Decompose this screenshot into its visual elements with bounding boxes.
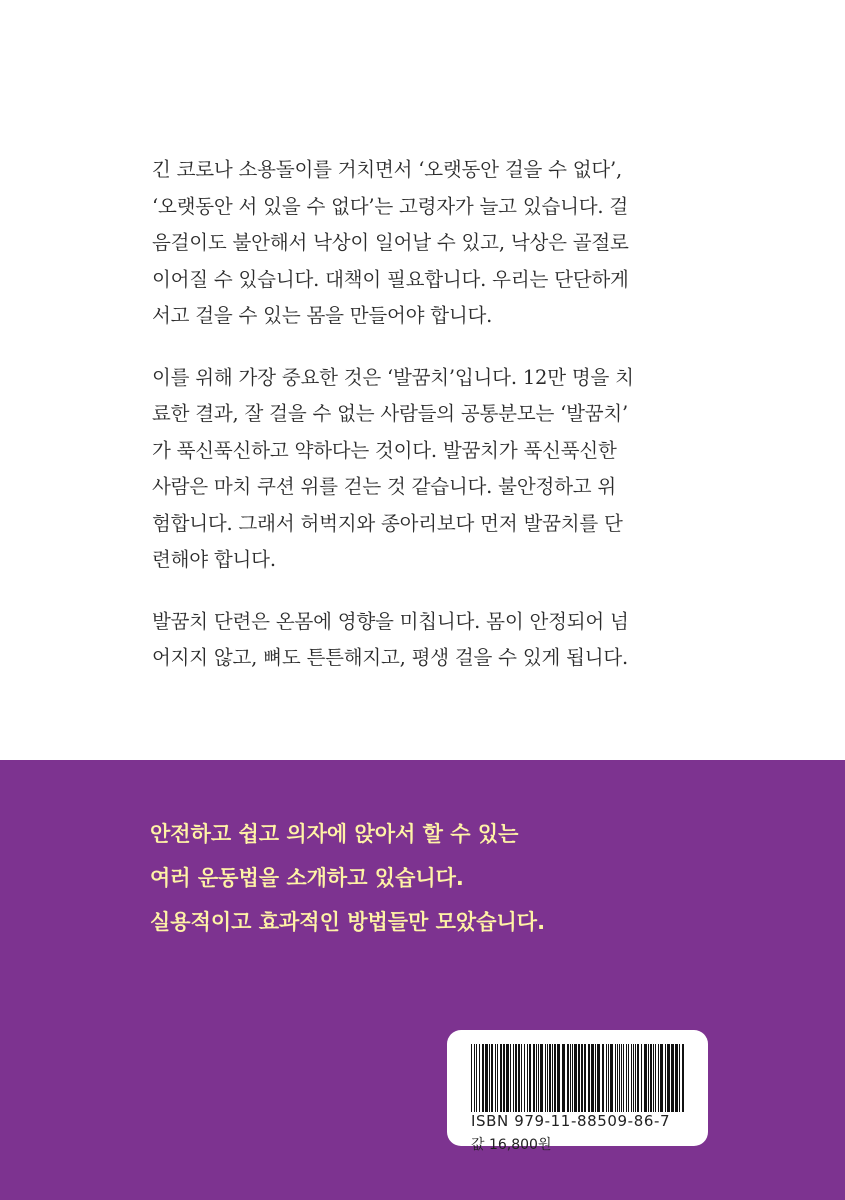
barcode-bar: [591, 1044, 594, 1112]
barcode-bar: [549, 1044, 551, 1112]
barcode-bar: [521, 1044, 522, 1112]
barcode-bar: [633, 1044, 634, 1112]
barcode-bar: [557, 1044, 560, 1112]
barcode-bar: [574, 1044, 577, 1112]
barcode-bar: [671, 1044, 674, 1112]
barcode-bar: [476, 1044, 477, 1112]
barcode-bar: [623, 1044, 624, 1112]
highlight-line: 안전하고 쉽고 의자에 앉아서 할 수 있는: [150, 822, 519, 846]
barcode-bar: [665, 1044, 666, 1112]
text-line: 발꿈치 단련은 온몸에 영향을 미칩니다. 몸이 안정되어 넘: [152, 609, 629, 633]
barcode-bar: [658, 1044, 659, 1112]
barcode-bar: [648, 1044, 649, 1112]
text-line: 가 푹신푹신하고 약하다는 것이다. 발꿈치가 푹신푹신한: [152, 438, 617, 462]
barcode-bar: [584, 1044, 586, 1112]
barcode-bar: [567, 1044, 569, 1112]
barcode-bar: [621, 1044, 622, 1112]
barcode-bar: [506, 1044, 509, 1112]
highlight-line: 실용적이고 효과적인 방법들만 모았습니다.: [150, 910, 546, 934]
paragraph-2: [152, 360, 697, 579]
text-line: 련해야 합니다.: [152, 548, 276, 571]
barcode-bar: [641, 1044, 642, 1112]
barcode-bar: [628, 1044, 629, 1112]
barcode-bar: [513, 1044, 514, 1112]
highlight-line: 여러 운동법을 소개하고 있습니다.: [150, 866, 464, 890]
barcode-bar: [610, 1044, 613, 1112]
text-line: 음걸이도 불안해서 낙상이 일어날 수 있고, 낙상은 골절로: [152, 231, 629, 254]
barcode-bar: [635, 1044, 636, 1112]
barcode-bar: [602, 1044, 604, 1112]
back-cover-body-text: [152, 152, 697, 702]
isbn-number: ISBN 979-11-88509-86-7: [471, 1112, 671, 1130]
barcode-bar: [485, 1044, 488, 1112]
barcode-bar: [595, 1044, 596, 1112]
barcode-bar: [597, 1044, 600, 1112]
price-label: 값 16,800원: [471, 1137, 552, 1153]
barcode-bar: [572, 1044, 573, 1112]
barcode-bar: [538, 1044, 539, 1112]
barcode-bar: [489, 1044, 490, 1112]
text-line: 이어질 수 있습니다. 대책이 필요합니다. 우리는 단단하게: [152, 267, 629, 291]
barcode-bar: [606, 1044, 607, 1112]
barcode-bar: [497, 1044, 498, 1112]
barcode-bar: [626, 1044, 627, 1112]
barcode-bar: [474, 1044, 475, 1112]
text-line: ‘오랫동안 서 있을 수 없다’는 고령자가 늘고 있습니다. 걸: [152, 194, 628, 218]
paragraph-1: [152, 152, 697, 335]
barcode-bar: [552, 1044, 553, 1112]
barcode-bar: [682, 1044, 684, 1112]
barcode-bar: [653, 1044, 654, 1112]
barcode-bar: [631, 1044, 632, 1112]
barcode-bar: [679, 1044, 680, 1112]
barcode-bar: [533, 1044, 535, 1112]
barcode-bar: [491, 1044, 493, 1112]
barcode-bar: [515, 1044, 517, 1112]
barcode-bar: [471, 1044, 472, 1112]
barcode-bar: [581, 1044, 583, 1112]
text-line: 긴 코로나 소용돌이를 거치면서 ‘오랫동안 걸을 수 없다’,: [152, 158, 622, 181]
barcode-bar: [545, 1044, 546, 1112]
barcode-bar: [637, 1044, 639, 1112]
barcode-bar: [479, 1044, 480, 1112]
barcode-bar: [675, 1044, 678, 1112]
barcode-bar: [547, 1044, 548, 1112]
text-line: 어지지 않고, 뼈도 튼튼해지고, 평생 걸을 수 있게 됩니다.: [152, 646, 628, 669]
barcode-bar: [495, 1044, 496, 1112]
isbn-barcode-box: [447, 1030, 708, 1153]
barcode-bar: [608, 1044, 609, 1112]
barcode-bar: [482, 1044, 484, 1112]
barcode-bar: [540, 1044, 543, 1112]
barcode-bar: [527, 1044, 528, 1112]
barcode-graphic: [471, 1044, 684, 1112]
barcode-bar: [588, 1044, 590, 1112]
barcode-bar: [660, 1044, 663, 1112]
barcode-bar: [554, 1044, 556, 1112]
barcode-bar: [500, 1044, 502, 1112]
text-line: 험합니다. 그래서 허벅지와 종아리보다 먼저 발꿈치를 단: [152, 511, 623, 535]
barcode-bar: [650, 1044, 652, 1112]
barcode-bar: [644, 1044, 647, 1112]
barcode-bar: [518, 1044, 520, 1112]
barcode-bar: [510, 1044, 511, 1112]
barcode-bar: [562, 1044, 565, 1112]
barcode-bar: [655, 1044, 656, 1112]
barcode-bar: [617, 1044, 618, 1112]
barcode-bar: [529, 1044, 531, 1112]
barcode-bar: [619, 1044, 620, 1112]
text-line: 서고 걸을 수 있는 몸을 만들어야 합니다.: [152, 304, 493, 327]
barcode-bar: [667, 1044, 670, 1112]
text-line: 이를 위해 가장 중요한 것은 ‘발꿈치’입니다. 12만 명을 치: [152, 365, 634, 389]
barcode-bar: [578, 1044, 580, 1112]
paragraph-3: [152, 604, 697, 677]
text-line: 료한 결과, 잘 걸을 수 없는 사람들의 공통분모는 ‘발꿈치’: [152, 402, 628, 425]
barcode-bar: [570, 1044, 571, 1112]
promo-highlights: [150, 812, 545, 944]
text-line: 사람은 마치 쿠션 위를 걷는 것 같습니다. 불안정하고 위: [152, 475, 617, 498]
barcode-bar: [503, 1044, 505, 1112]
barcode-bar: [615, 1044, 616, 1112]
barcode-bar: [524, 1044, 525, 1112]
barcode-bar: [536, 1044, 537, 1112]
